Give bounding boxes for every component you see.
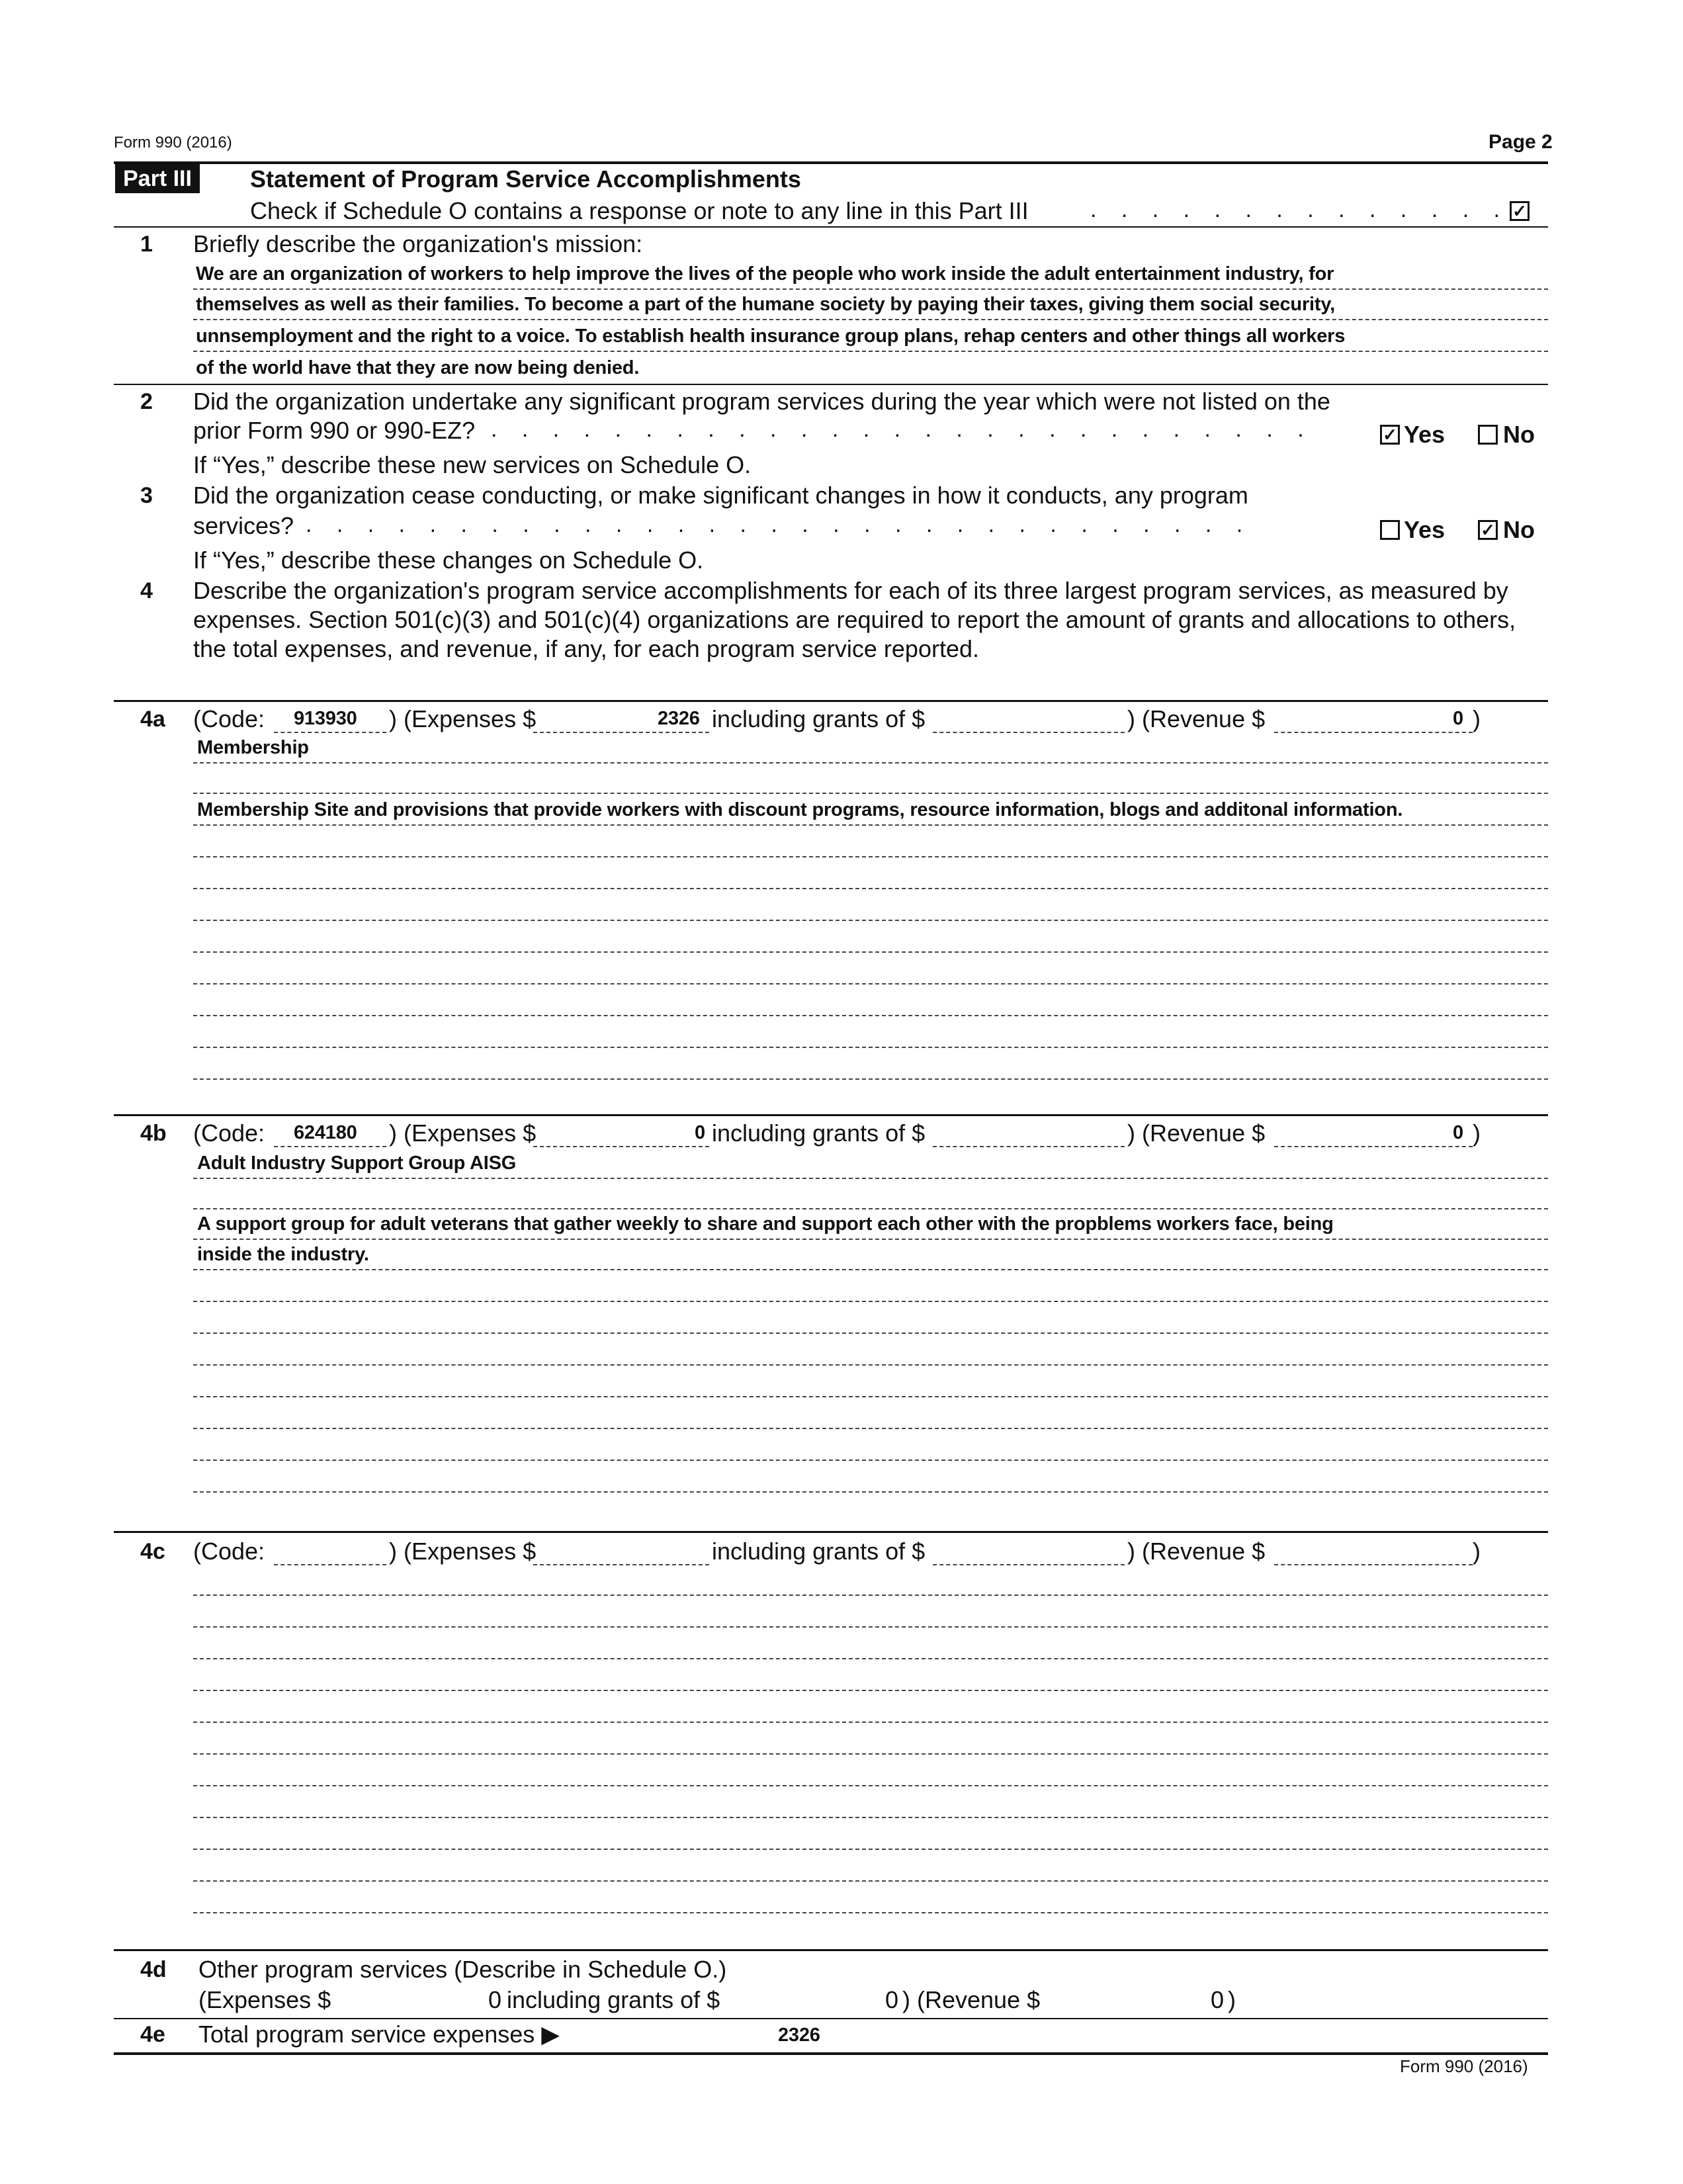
q2-yes-label: Yes: [1404, 421, 1446, 448]
fill-line: [193, 1594, 1548, 1596]
program-4a-name: Membership: [197, 737, 309, 758]
q4d-revenue[interactable]: 0: [1211, 1986, 1225, 2013]
q4d-grants-label: including grants of $: [507, 1986, 720, 2013]
schedule-o-check-label: Check if Schedule O contains a response or note to any line in this Part III: [250, 197, 1029, 224]
fill-line: [533, 1564, 709, 1565]
q4e-number: 4e: [140, 2022, 165, 2047]
q3-number: 3: [140, 483, 153, 508]
expenses-label: ) (Expenses $: [389, 1119, 537, 1147]
fill-line: [193, 1460, 1548, 1461]
q4-line: the total expenses, and revenue, if any, for each program service reported.: [193, 635, 979, 662]
fill-line: [193, 1912, 1548, 1913]
program-4b-desc: inside the industry.: [197, 1244, 369, 1265]
q1-number: 1: [140, 232, 153, 257]
fill-line: [274, 1146, 386, 1147]
fill-line: [933, 1146, 1125, 1147]
code-label: (Code:: [193, 1538, 265, 1565]
program-4b-name: Adult Industry Support Group AISG: [197, 1153, 517, 1174]
section-rule-4b: [114, 1114, 1548, 1116]
q4d-close: ): [1228, 1986, 1236, 2013]
revenue-label: ) (Revenue $: [1127, 705, 1266, 732]
q2-yes-checkbox[interactable]: ✓: [1380, 425, 1400, 445]
q2-no-checkbox[interactable]: [1478, 425, 1498, 445]
program-4b-desc: A support group for adult veterans that gather weekly to share and support each other with the propblems workers face, being: [197, 1213, 1334, 1235]
close-paren: ): [1473, 705, 1481, 732]
program-4b-expenses[interactable]: 0: [695, 1122, 705, 1143]
q2-no-label: No: [1503, 421, 1535, 448]
expenses-label: ) (Expenses $: [389, 1538, 537, 1565]
form-label: Form 990 (2016): [114, 134, 232, 152]
rule: [114, 384, 1548, 385]
fill-line: [933, 1564, 1125, 1565]
program-4b-number: 4b: [140, 1121, 167, 1146]
fill-line: [193, 1785, 1548, 1786]
fill-line: [193, 1753, 1548, 1755]
code-label: (Code:: [193, 1119, 265, 1147]
q4-line: expenses. Section 501(c)(3) and 501(c)(4) organizations are required to report the amount of grants and allocations to others,: [193, 606, 1516, 633]
code-label: (Code:: [193, 705, 265, 732]
revenue-label: ) (Revenue $: [1127, 1538, 1266, 1565]
grants-label: including grants of $: [712, 1538, 926, 1565]
q1-prompt: Briefly describe the organization's mission:: [193, 230, 643, 257]
fill-line: [193, 351, 1548, 352]
program-4a-expenses[interactable]: 2326: [658, 708, 700, 729]
close-paren: ): [1473, 1119, 1481, 1147]
schedule-o-checkbox[interactable]: ✓: [1510, 201, 1530, 221]
section-rule-4c: [114, 1531, 1548, 1533]
grants-label: including grants of $: [712, 1119, 926, 1147]
fill-line: [193, 951, 1548, 953]
fill-line: [193, 1428, 1548, 1429]
fill-line: [274, 732, 386, 733]
q3-yes-checkbox[interactable]: [1380, 520, 1400, 540]
q3-line2: services?: [193, 512, 294, 539]
program-4b-code[interactable]: 624180: [294, 1122, 357, 1143]
program-4a-number: 4a: [140, 707, 165, 732]
q2-line2: prior Form 990 or 990-EZ?: [193, 417, 476, 444]
q4d-revenue-label: ) (Revenue $: [902, 1986, 1041, 2013]
fill-line: [193, 793, 1548, 794]
fill-line: [274, 1564, 386, 1565]
fill-line: [193, 1239, 1548, 1240]
grants-label: including grants of $: [712, 705, 926, 732]
q4d-grants[interactable]: 0: [885, 1986, 899, 2013]
fill-line: [193, 1178, 1548, 1179]
fill-line: [193, 983, 1548, 984]
q2-note: If “Yes,” describe these new services on Schedule O.: [193, 451, 752, 478]
q4d-expenses[interactable]: 0: [488, 1986, 502, 2013]
mission-line: We are an organization of workers to help improve the lives of the people who work inside the adult entertainment industry, for: [196, 263, 1334, 284]
fill-line: [193, 1849, 1548, 1850]
footer-rule: [114, 2052, 1548, 2055]
rule: [114, 2018, 1548, 2019]
footer-form-label: Form 990 (2016): [1400, 2056, 1528, 2076]
fill-line: [193, 1396, 1548, 1397]
fill-line: [193, 1491, 1548, 1493]
part-tag: Part III: [115, 164, 200, 193]
mission-line: unnsemployment and the right to a voice. To establish health insurance group plans, rehap centers and other things all workers: [196, 326, 1346, 347]
section-rule-4d: [114, 1949, 1548, 1951]
revenue-label: ) (Revenue $: [1127, 1119, 1266, 1147]
section-rule-4a: [114, 700, 1548, 702]
fill-line: [193, 1880, 1548, 1882]
fill-line: [193, 1301, 1548, 1302]
q2-number: 2: [140, 389, 153, 414]
fill-line: [193, 288, 1548, 290]
q3-note: If “Yes,” describe these changes on Schedule O.: [193, 546, 704, 574]
fill-line: [193, 920, 1548, 921]
fill-line: [533, 1146, 709, 1147]
q3-no-label: No: [1503, 516, 1535, 543]
fill-line: [193, 1690, 1548, 1691]
program-4a-code[interactable]: 913930: [294, 708, 357, 729]
fill-line: [193, 1208, 1548, 1209]
q4d-number: 4d: [140, 1957, 167, 1982]
q4-line: Describe the organization's program service accomplishments for each of its three largest program services, as measured by: [193, 577, 1508, 604]
mission-line: of the world have that they are now being denied.: [196, 357, 640, 378]
fill-line: [193, 1332, 1548, 1334]
program-4b-revenue[interactable]: 0: [1453, 1122, 1463, 1143]
fill-line: [193, 1817, 1548, 1818]
rule: [114, 226, 1548, 228]
fill-line: [193, 1658, 1548, 1659]
fill-line: [193, 1269, 1548, 1270]
fill-line: [193, 1078, 1548, 1080]
fill-line: [1274, 1146, 1473, 1147]
leader-dots: . . . . . . . . . . . . . . . . . . . . . . . . . . . . . . .: [306, 512, 1252, 537]
mission-line: themselves as well as their families. To become a part of the humane society by paying their taxes, giving them social security,: [196, 294, 1335, 315]
fill-line: [193, 1364, 1548, 1366]
program-4a-desc: Membership Site and provisions that provide workers with discount programs, resource information, blogs and additonal information.: [197, 799, 1403, 820]
fill-line: [193, 319, 1548, 320]
part-title: Statement of Program Service Accomplishments: [250, 165, 801, 193]
program-4a-revenue[interactable]: 0: [1453, 708, 1463, 729]
q2-line1: Did the organization undertake any significant program services during the year which were not listed on the: [193, 388, 1330, 415]
q3-line1: Did the organization cease conducting, or make significant changes in how it conducts, any program: [193, 482, 1248, 509]
header-rule: [114, 161, 1548, 164]
fill-line: [193, 1015, 1548, 1016]
fill-line: [1274, 1564, 1473, 1565]
q4e-label: Total program service expenses ▶: [198, 2021, 560, 2048]
fill-line: [193, 762, 1548, 764]
q4d-line1: Other program services (Describe in Schedule O.): [198, 1956, 727, 1983]
fill-line: [193, 824, 1548, 826]
leader-dots: . . . . . . . . . . . . . .: [1090, 197, 1510, 222]
fill-line: [193, 1047, 1548, 1048]
program-4c-number: 4c: [140, 1539, 165, 1564]
fill-line: [193, 856, 1548, 857]
fill-line: [193, 1722, 1548, 1723]
q3-yes-label: Yes: [1404, 516, 1446, 543]
fill-line: [933, 732, 1125, 733]
page-label: Page 2: [1489, 131, 1553, 153]
fill-line: [193, 1626, 1548, 1628]
q4d-expenses-label: (Expenses $: [198, 1986, 331, 2013]
q3-no-checkbox[interactable]: ✓: [1478, 520, 1498, 540]
fill-line: [533, 732, 709, 733]
close-paren: ): [1473, 1538, 1481, 1565]
q4e-value[interactable]: 2326: [778, 2025, 820, 2046]
leader-dots: . . . . . . . . . . . . . . . . . . . . . . . . . . .: [491, 417, 1313, 442]
expenses-label: ) (Expenses $: [389, 705, 537, 732]
q4-number: 4: [140, 578, 153, 603]
fill-line: [1274, 732, 1473, 733]
fill-line: [193, 888, 1548, 889]
